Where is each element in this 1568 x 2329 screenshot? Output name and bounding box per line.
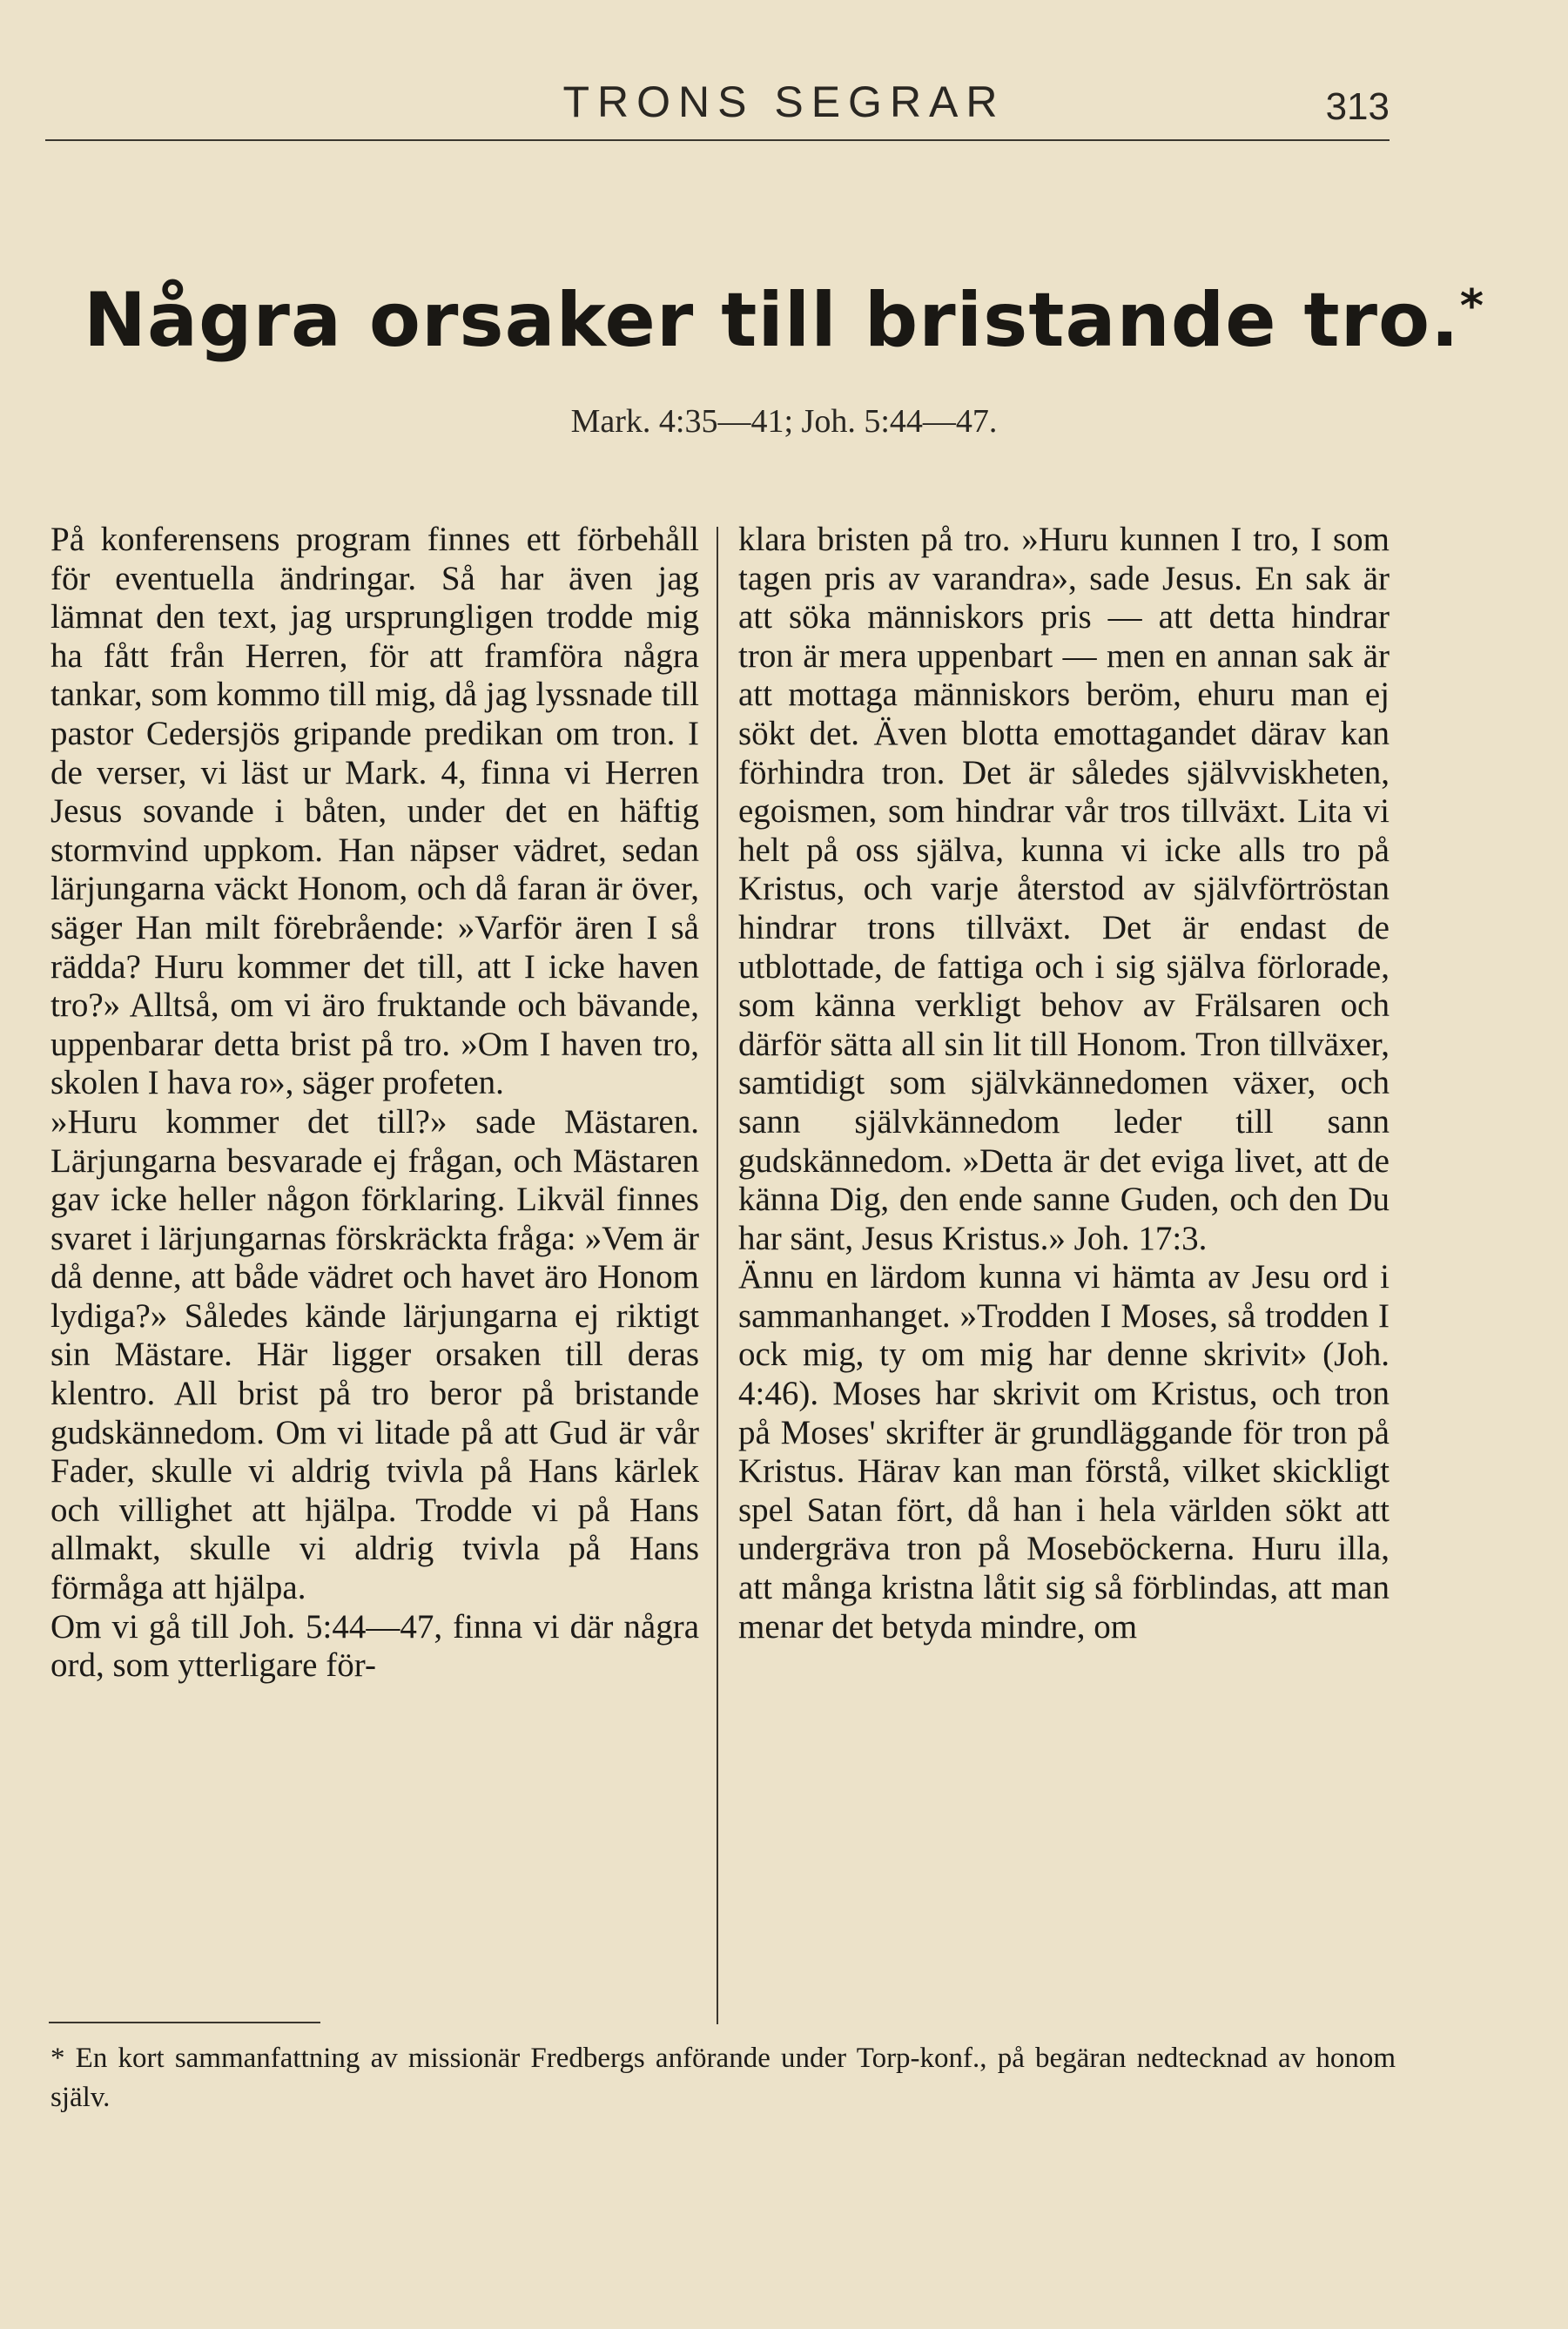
footnote-rule xyxy=(49,2022,320,2023)
footnote xyxy=(50,2039,1396,2117)
paragraph: klara bristen på tro. »Huru kunnen I tro, I som tagen pris av varandra», sade Jesus. En sak är att söka människors pris — att detta hindrar tron är mera uppenbart — men en annan sak är att mottaga människors beröm, ehuru man ej sökt det. Även blotta emottagandet därav kan förhindra tron. Det är således självviskheten, egoismen, som hindrar vår tros tillväxt. Lita vi helt på oss själva, kunna vi icke alls tro på Kristus, och varje återstod av självförtröstan hindrar trons tillväxt. Det är endast de utblottade, de fattiga och i sig själva förlorade, som känna verkligt behov av Frälsaren och därför sätta all sin lit till Honom. Tron tillväxer, samtidigt som självkännedomen växer, och sann självkännedom leder till sann gudskännedom. »Detta är det eviga livet, att de känna Dig, den ende sanne Guden, och den Du har sänt, Jesus Kristus.» Joh. 17:3. xyxy=(738,521,1390,1257)
page-number: 313 xyxy=(1325,85,1390,128)
footnote-marker: * xyxy=(1459,280,1485,333)
column-divider xyxy=(717,527,718,2024)
running-header: TRONS SEGRAR xyxy=(562,77,1006,126)
paragraph: Ännu en lärdom kunna vi hämta av Jesu ord i sammanhanget. »Trodden I Moses, så trodden I ock mig, ty om mig har denne skrivit» (Joh. 4:46). Moses har skrivit om Kristus, och tron på Moses' skrifter är grundläggande för tron på Kristus. Härav kan man förstå, vilket skickligt spel Satan fört, då han i hela världen sökt att undergräva tron på Moseböckerna. Huru illa, att många kristna låtit sig så förblindas, att man menar det betyda mindre, om xyxy=(738,1258,1390,1646)
paragraph: »Huru kommer det till?» sade Mästaren. Lärjungarna besvarade ej frågan, och Mästaren gav icke heller någon förklaring. Likväl finnes svaret i lärjungarnas förskräckta fråga: »Vem är då denne, att både vädret och havet äro Honom lydiga?» Således kände lärjungarna ej riktigt sin Mästare. Här ligger orsaken till deras klentro. All brist på tro beror på bristande gudskännedom. Om vi litade på att Gud är vår Fader, skulle vi aldrig tvivla på Hans kärlek och villighet att hjälpa. Trodde vi på Hans allmakt, skulle vi aldrig tvivla på Hans förmåga att hjälpa. xyxy=(50,1102,699,1607)
footnote-text: En kort sammanfattning av missionär Fredbergs anförande under Torp-konf., på begäran nedtecknad av honom själv. xyxy=(50,2043,1396,2113)
scripture-reference: Mark. 4:35—41; Joh. 5:44—47. xyxy=(570,403,998,440)
left-column xyxy=(50,521,699,1686)
article-title xyxy=(0,277,1568,364)
right-column xyxy=(738,521,1390,1646)
footnote-marker: * xyxy=(50,2043,65,2074)
paragraph: På konferensens program finnes ett förbehåll för eventuella ändringar. Så har även jag lämnat den text, jag ursprungligen trodde mig ha fått från Herren, för att framföra några tankar, som kommo till mig, då jag lyssnade till pastor Cedersjös gripande predikan om tron. I de verser, vi läst ur Mark. 4, finna vi Herren Jesus sovande i båten, under det en häftig stormvind uppkom. Han näpser vädret, sedan lärjungarna väckt Honom, och då faran är över, säger Han milt förebrående: »Varför ären I så rädda? Huru kommer det till, att I icke haven tro?» Alltså, om vi äro fruktande och bävande, uppenbarar detta brist på tro. »Om I haven tro, skolen I hava ro», säger profeten. xyxy=(50,521,699,1102)
paragraph: Om vi gå till Joh. 5:44—47, finna vi där några ord, som ytterligare för- xyxy=(50,1607,699,1685)
header-rule xyxy=(45,139,1390,141)
article-title-text: Några orsaker till bristande tro. xyxy=(83,277,1460,364)
